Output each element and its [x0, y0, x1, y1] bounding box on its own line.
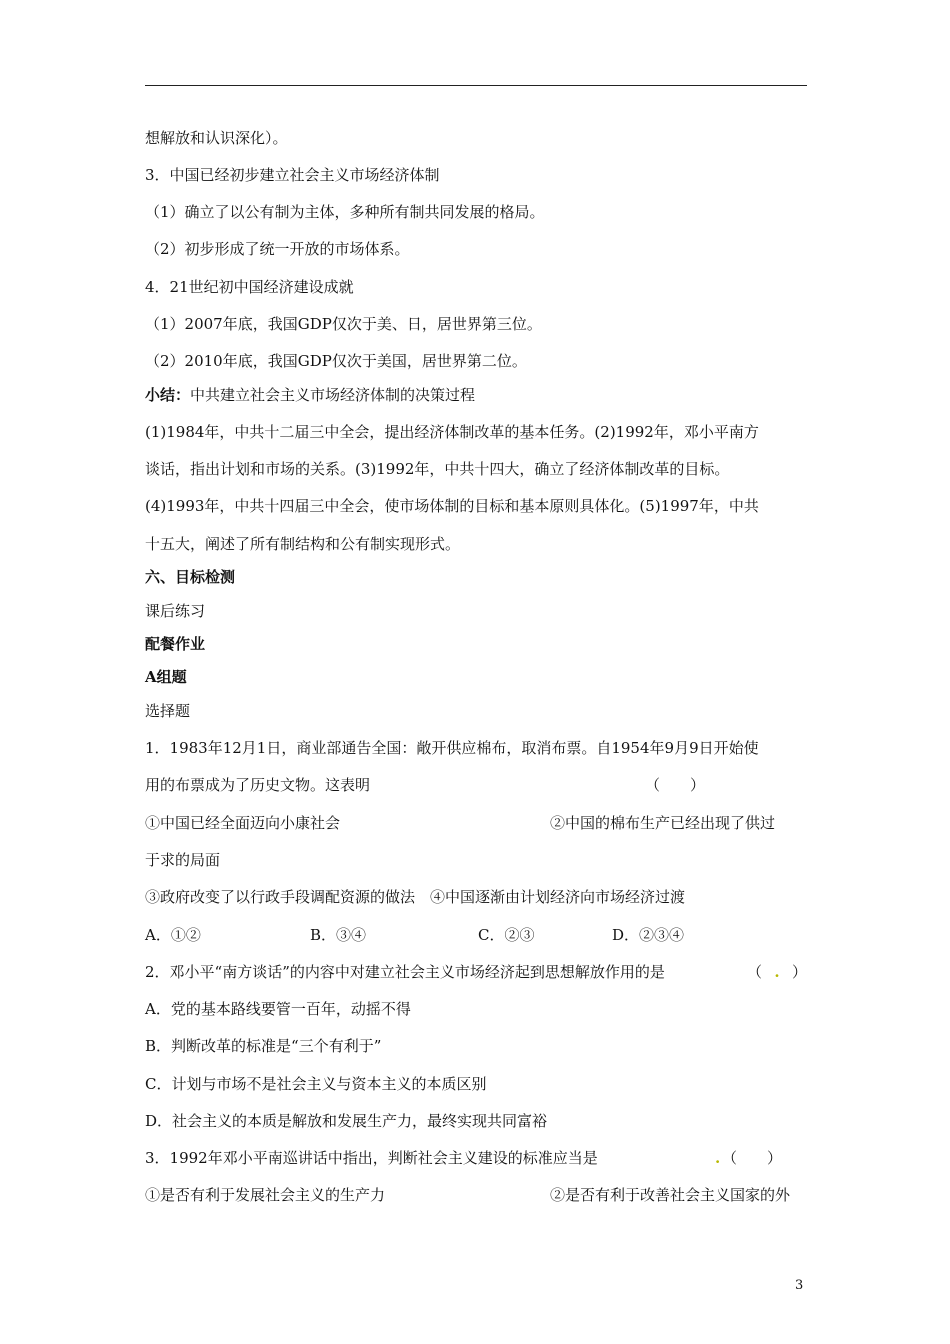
q3-option-2: ②是否有利于改善社会主义国家的外	[550, 1186, 791, 1204]
q2-option-c: C．计划与市场不是社会主义与资本主义的本质区别	[145, 1075, 487, 1093]
text-line: （2）2010年底，我国GDP仅次于美国，居世界第二位。	[145, 352, 527, 370]
q3-paren: （ ）	[722, 1149, 783, 1167]
after-class-label: 课后练习	[145, 602, 206, 620]
q1-paren: （ ）	[645, 776, 706, 794]
text-line: （2）初步形成了统一开放的市场体系。	[145, 240, 410, 258]
q3-dot: .	[715, 1149, 721, 1167]
q2-dot: .	[774, 963, 780, 981]
summary-line: (1)1984年，中共十二届三中全会，提出经济体制改革的基本任务。(2)1992年，邓小平南方	[145, 423, 759, 441]
q2-paren-open: （	[747, 963, 763, 981]
summary-title: 中共建立社会主义市场经济体制的决策过程	[190, 386, 476, 404]
summary-line: (4)1993年，中共十四届三中全会，使市场体制的目标和基本原则具体化。(5)1997年，中共	[145, 497, 759, 515]
q1-options-34: ③政府改变了以行政手段调配资源的做法 ④中国逐渐由计划经济向市场经济过渡	[145, 888, 686, 906]
text-line: （1）确立了以公有制为主体，多种所有制共同发展的格局。	[145, 203, 545, 221]
text-line: 4．21世纪初中国经济建设成就	[145, 278, 354, 296]
q2-paren-close: ）	[792, 963, 808, 981]
q2-stem-row	[145, 962, 807, 982]
q1-answer-d: D．②③④	[612, 926, 685, 944]
q1-stem-text: 用的布票成为了历史文物。这表明	[145, 776, 371, 794]
q2-option-a: A．党的基本路线要管一百年，动摇不得	[145, 1000, 411, 1018]
group-a-heading: A组题	[145, 668, 187, 686]
q1-stem: 1．1983年12月1日，商业部通告全国：敞开供应棉布，取消布票。自1954年9月9日开始使	[145, 739, 759, 757]
q1-options-row	[145, 813, 807, 833]
section-heading: 六、目标检测	[145, 568, 236, 586]
q3-option-1: ①是否有利于发展社会主义的生产力	[145, 1186, 386, 1204]
q1-option-1: ①中国已经全面迈向小康社会	[145, 814, 341, 832]
text-line: 想解放和认识深化）。	[145, 129, 288, 147]
text-line: 3．中国已经初步建立社会主义市场经济体制	[145, 166, 440, 184]
q2-option-b: B．判断改革的标准是“三个有利于”	[145, 1037, 382, 1055]
q2-stem: 2．邓小平“南方谈话”的内容中对建立社会主义市场经济起到思想解放作用的是	[145, 963, 665, 981]
q3-stem-row	[145, 1148, 807, 1168]
page-number: 3	[795, 1278, 804, 1293]
q1-answer-a: A．①②	[145, 926, 201, 944]
q3-options-row	[145, 1185, 807, 1205]
q3-stem: 3．1992年邓小平南巡讲话中指出，判断社会主义建设的标准应当是	[145, 1149, 598, 1167]
choice-label: 选择题	[145, 702, 191, 720]
summary-line: 十五大，阐述了所有制结构和公有制实现形式。	[145, 535, 461, 553]
text-line: （1）2007年底，我国GDP仅次于美、日，居世界第三位。	[145, 315, 542, 333]
q1-option-2: ②中国的棉布生产已经出现了供过	[550, 814, 776, 832]
summary-label: 小结：	[145, 386, 191, 404]
q1-answer-b: B．③④	[310, 926, 367, 944]
q1-stem-cont	[145, 775, 807, 795]
q2-option-d: D．社会主义的本质是解放和发展生产力，最终实现共同富裕	[145, 1112, 548, 1130]
summary-line: 谈话，指出计划和市场的关系。(3)1992年，中共十四大，确立了经济体制改革的目标。	[145, 460, 730, 478]
summary-heading	[145, 385, 807, 405]
header-rule	[145, 85, 807, 86]
homework-heading: 配餐作业	[145, 635, 206, 653]
q1-option-2-cont: 于求的局面	[145, 851, 221, 869]
q1-answer-c: C．②③	[478, 926, 535, 944]
q2-paren	[747, 962, 807, 982]
